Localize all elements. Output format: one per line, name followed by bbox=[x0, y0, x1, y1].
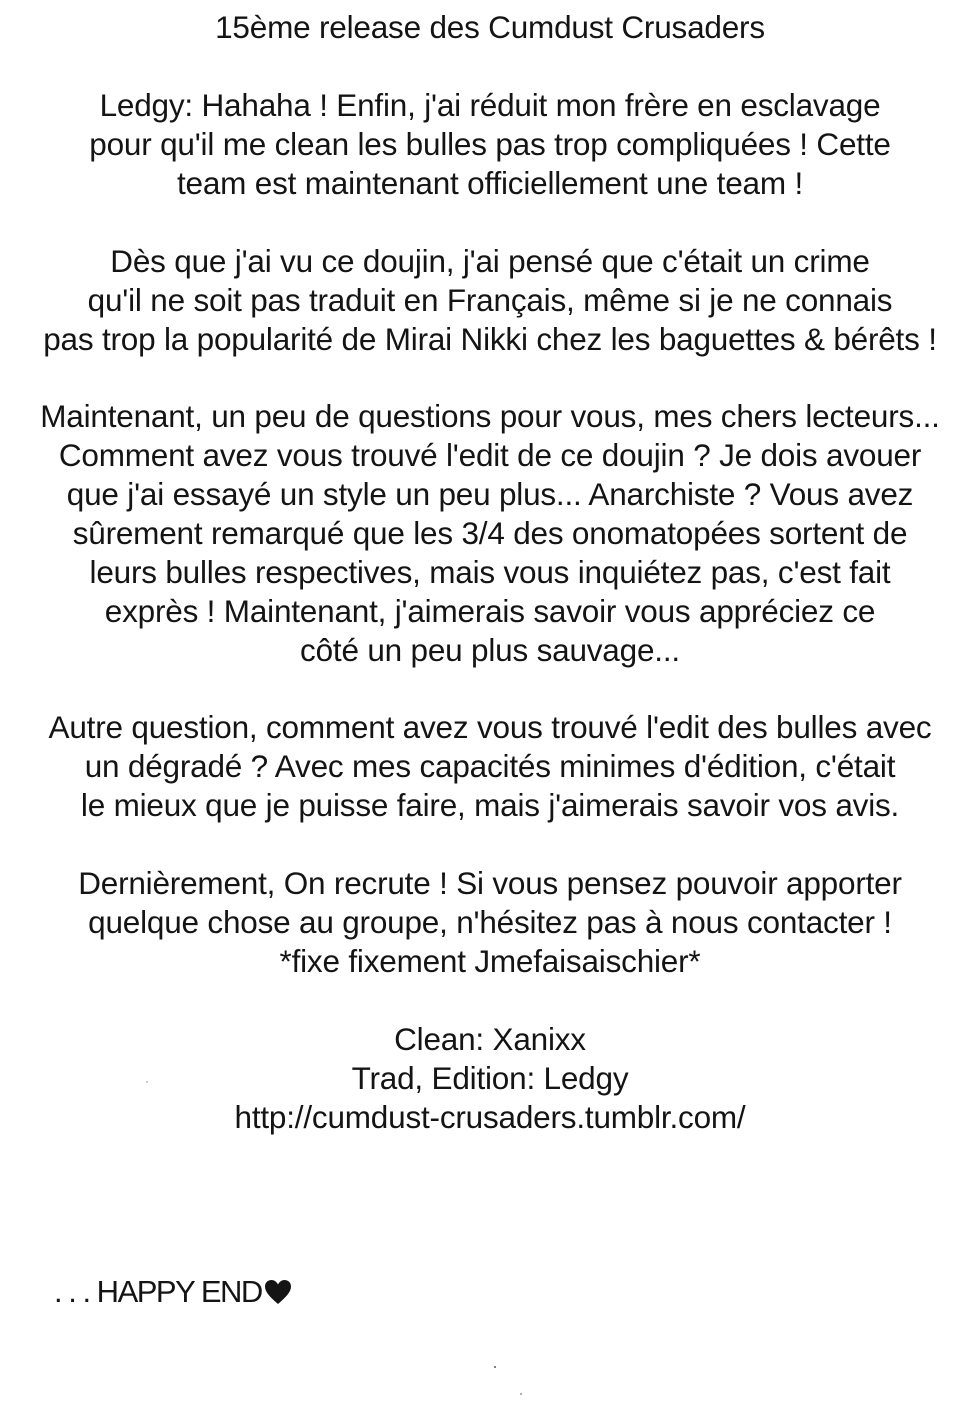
text-line: leurs bulles respectives, mais vous inquiétez pas, c'est fait bbox=[89, 554, 891, 590]
text-line: *fixe fixement Jmefaisaischier* bbox=[279, 943, 701, 979]
credit-translation-edition: Trad, Edition: Ledgy bbox=[351, 1060, 629, 1096]
paragraph-recruitment bbox=[0, 864, 980, 981]
scan-speck bbox=[520, 1393, 522, 1395]
paragraph-intro bbox=[0, 86, 980, 203]
scan-speck bbox=[146, 1081, 148, 1083]
text-line: Comment avez vous trouvé l'edit de ce doujin ? Je dois avouer bbox=[58, 437, 922, 473]
text-line: Ledgy: Hahaha ! Enfin, j'ai réduit mon frère en esclavage bbox=[99, 87, 881, 123]
text-line: Maintenant, un peu de questions pour vous, mes chers lecteurs... bbox=[40, 398, 940, 434]
paragraph-questions bbox=[0, 397, 980, 670]
text-line: un dégradé ? Avec mes capacités minimes d'édition, c'était bbox=[84, 748, 896, 784]
happy-end-text: . . . HAPPY END bbox=[54, 1274, 262, 1309]
paragraph-doujin bbox=[0, 242, 980, 359]
website-link[interactable]: http://cumdust-crusaders.tumblr.com/ bbox=[234, 1099, 746, 1135]
scan-speck bbox=[494, 1366, 496, 1368]
page-title: 15ème release des Cumdust Crusaders bbox=[215, 9, 765, 45]
text-line: Dès que j'ai vu ce doujin, j'ai pensé que c'était un crime bbox=[110, 243, 870, 279]
text-line: Dernièrement, On recrute ! Si vous pensez pouvoir apporter bbox=[78, 865, 902, 901]
text-line: côté un peu plus sauvage... bbox=[300, 632, 680, 668]
text-line: exprès ! Maintenant, j'aimerais savoir vous appréciez ce bbox=[104, 593, 876, 629]
text-line: pour qu'il me clean les bulles pas trop compliquées ! Cette bbox=[89, 126, 891, 162]
happy-end-signature bbox=[54, 1272, 292, 1312]
text-line: Autre question, comment avez vous trouvé l'edit des bulles avec bbox=[48, 709, 932, 745]
paragraph-gradient-question bbox=[0, 708, 980, 825]
credits bbox=[0, 1020, 980, 1137]
text-line: sûrement remarqué que les 3/4 des onomatopées sortent de bbox=[72, 515, 908, 551]
text-line: qu'il ne soit pas traduit en Français, même si je ne connais bbox=[87, 282, 893, 318]
text-line: pas trop la popularité de Mirai Nikki chez les baguettes & bérêts ! bbox=[43, 321, 937, 357]
text-line: le mieux que je puisse faire, mais j'aimerais savoir vos avis. bbox=[80, 787, 900, 823]
credit-clean: Clean: Xanixx bbox=[394, 1021, 586, 1057]
text-line: quelque chose au groupe, n'hésitez pas à nous contacter ! bbox=[88, 904, 892, 940]
text-line: que j'ai essayé un style un peu plus... Anarchiste ? Vous avez bbox=[66, 476, 914, 512]
text-line: team est maintenant officiellement une team ! bbox=[176, 165, 803, 201]
heart-icon bbox=[264, 1279, 292, 1305]
